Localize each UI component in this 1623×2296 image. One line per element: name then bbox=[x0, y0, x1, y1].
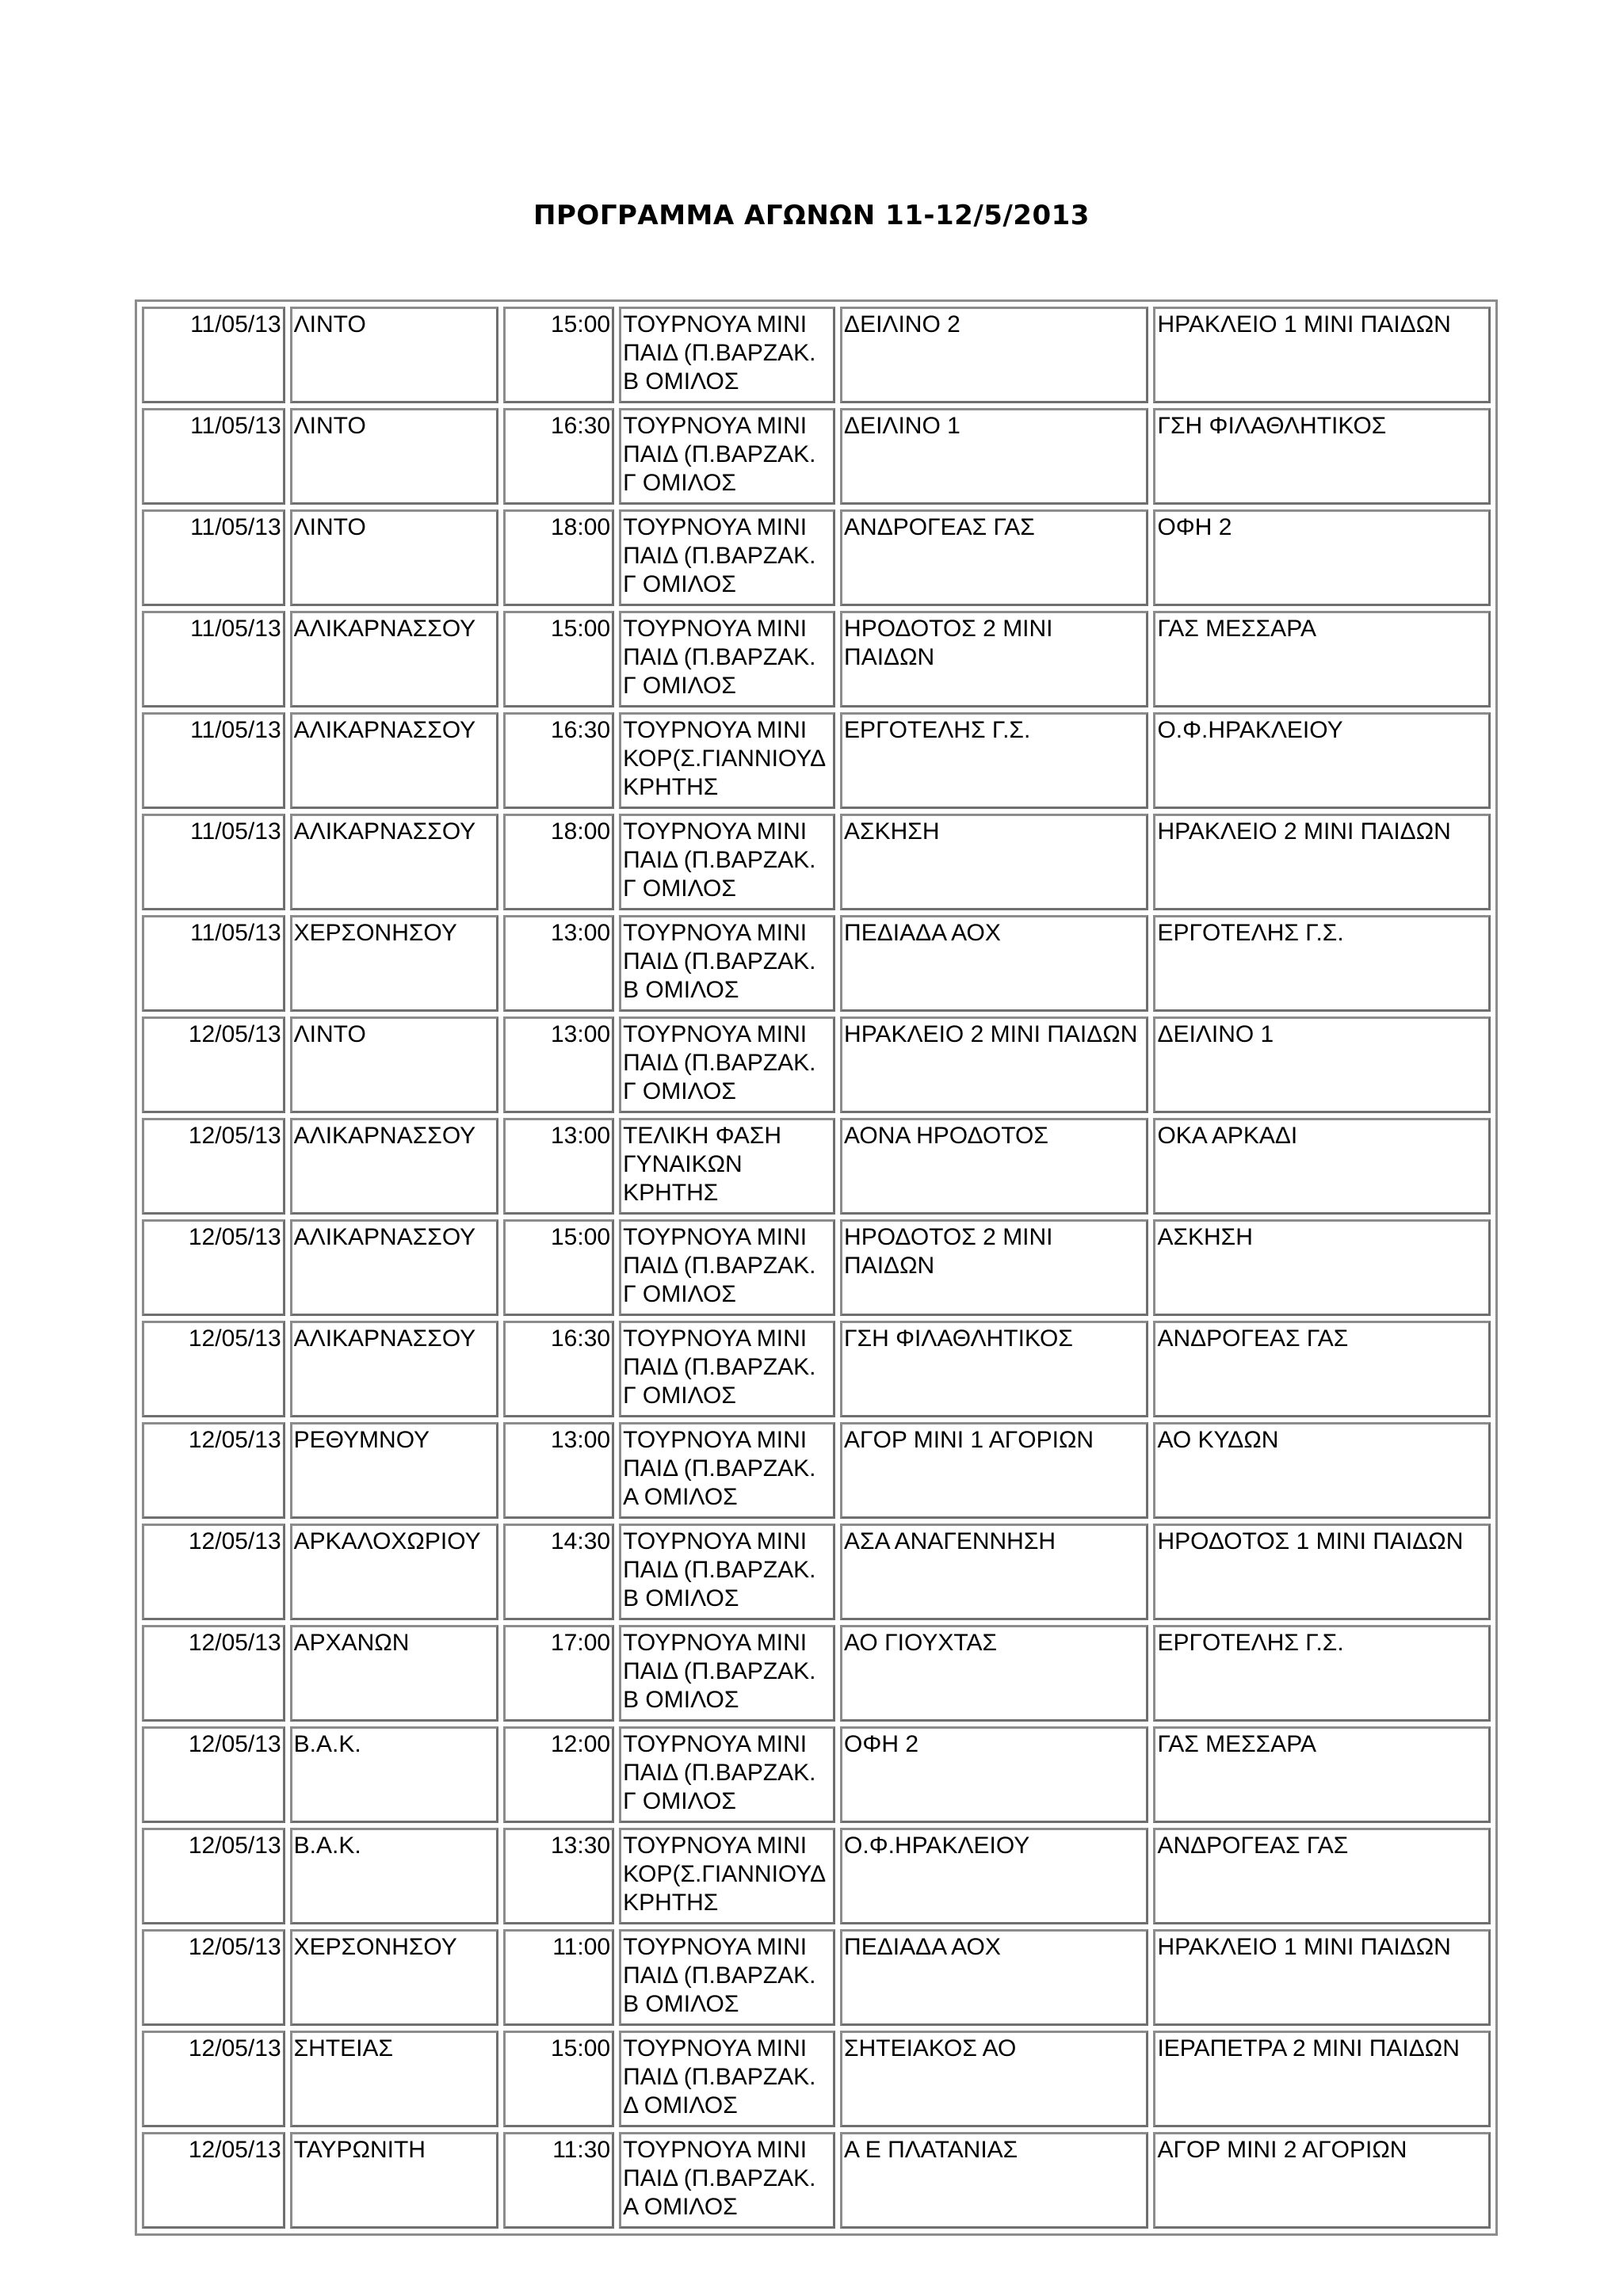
away-team: ΓΣΗ ΦΙΛΑΘΛΗΤΙΚΟΣ bbox=[1153, 408, 1491, 505]
match-date: 11/05/13 bbox=[142, 712, 285, 809]
match-time: 13:00 bbox=[503, 1422, 615, 1519]
match-category: ΤΟΥΡΝΟΥΑ ΜΙΝΙ ΠΑΙΔ (Π.ΒΑΡΖΑΚ. Γ ΟΜΙΛΟΣ bbox=[619, 1726, 835, 1823]
table-row bbox=[142, 1726, 1491, 1823]
match-category: ΤΟΥΡΝΟΥΑ ΜΙΝΙ ΠΑΙΔ (Π.ΒΑΡΖΑΚ. Γ ΟΜΙΛΟΣ bbox=[619, 509, 835, 606]
home-team: ΑΣΑ ΑΝΑΓΕΝΝΗΣΗ bbox=[840, 1524, 1148, 1620]
match-venue: ΧΕΡΣΟΝΗΣΟΥ bbox=[290, 1929, 498, 2026]
home-team: ΠΕΔΙΑΔΑ ΑΟΧ bbox=[840, 1929, 1148, 2026]
match-venue: ΛΙΝΤΟ bbox=[290, 1016, 498, 1113]
match-date: 12/05/13 bbox=[142, 1524, 285, 1620]
match-time: 14:30 bbox=[503, 1524, 615, 1620]
match-category: ΤΟΥΡΝΟΥΑ ΜΙΝΙ ΚΟΡ(Σ.ΓΙΑΝΝΙΟΥΔ ΚΡΗΤΗΣ bbox=[619, 712, 835, 809]
home-team: ΑΣΚΗΣΗ bbox=[840, 814, 1148, 910]
match-venue: ΑΡΚΑΛΟΧΩΡΙΟΥ bbox=[290, 1524, 498, 1620]
match-venue: ΑΛΙΚΑΡΝΑΣΣΟΥ bbox=[290, 1321, 498, 1417]
away-team: ΗΡΑΚΛΕΙΟ 1 ΜΙΝΙ ΠΑΙΔΩΝ bbox=[1153, 1929, 1491, 2026]
table-row bbox=[142, 915, 1491, 1012]
table-row bbox=[142, 1422, 1491, 1519]
table-row bbox=[142, 1118, 1491, 1215]
table-row bbox=[142, 1219, 1491, 1316]
away-team: ΑΝΔΡΟΓΕΑΣ ΓΑΣ bbox=[1153, 1321, 1491, 1417]
match-category: ΤΟΥΡΝΟΥΑ ΜΙΝΙ ΠΑΙΔ (Π.ΒΑΡΖΑΚ. Δ ΟΜΙΛΟΣ bbox=[619, 2031, 835, 2127]
away-team: ΟΚΑ ΑΡΚΑΔΙ bbox=[1153, 1118, 1491, 1215]
match-date: 12/05/13 bbox=[142, 1828, 285, 1924]
match-date: 12/05/13 bbox=[142, 1118, 285, 1215]
match-category: ΤΕΛΙΚΗ ΦΑΣΗ ΓΥΝΑΙΚΩΝ ΚΡΗΤΗΣ bbox=[619, 1118, 835, 1215]
match-time: 15:00 bbox=[503, 611, 615, 707]
home-team: ΠΕΔΙΑΔΑ ΑΟΧ bbox=[840, 915, 1148, 1012]
match-date: 12/05/13 bbox=[142, 1016, 285, 1113]
match-venue: ΑΛΙΚΑΡΝΑΣΣΟΥ bbox=[290, 611, 498, 707]
home-team: ΟΦΗ 2 bbox=[840, 1726, 1148, 1823]
match-category: ΤΟΥΡΝΟΥΑ ΜΙΝΙ ΠΑΙΔ (Π.ΒΑΡΖΑΚ. Γ ΟΜΙΛΟΣ bbox=[619, 611, 835, 707]
match-category: ΤΟΥΡΝΟΥΑ ΜΙΝΙ ΠΑΙΔ (Π.ΒΑΡΖΑΚ. Α ΟΜΙΛΟΣ bbox=[619, 2132, 835, 2229]
match-category: ΤΟΥΡΝΟΥΑ ΜΙΝΙ ΠΑΙΔ (Π.ΒΑΡΖΑΚ. Α ΟΜΙΛΟΣ bbox=[619, 1422, 835, 1519]
table-row bbox=[142, 2031, 1491, 2127]
match-venue: ΑΛΙΚΑΡΝΑΣΣΟΥ bbox=[290, 1118, 498, 1215]
match-time: 13:00 bbox=[503, 1118, 615, 1215]
match-category: ΤΟΥΡΝΟΥΑ ΜΙΝΙ ΠΑΙΔ (Π.ΒΑΡΖΑΚ. Γ ΟΜΙΛΟΣ bbox=[619, 1219, 835, 1316]
home-team: ΗΡΟΔΟΤΟΣ 2 ΜΙΝΙ ΠΑΙΔΩΝ bbox=[840, 611, 1148, 707]
match-date: 12/05/13 bbox=[142, 1422, 285, 1519]
match-date: 11/05/13 bbox=[142, 814, 285, 910]
away-team: ΗΡΟΔΟΤΟΣ 1 ΜΙΝΙ ΠΑΙΔΩΝ bbox=[1153, 1524, 1491, 1620]
table-row bbox=[142, 1929, 1491, 2026]
match-date: 12/05/13 bbox=[142, 1321, 285, 1417]
match-time: 15:00 bbox=[503, 307, 615, 403]
match-time: 12:00 bbox=[503, 1726, 615, 1823]
match-time: 13:00 bbox=[503, 915, 615, 1012]
match-category: ΤΟΥΡΝΟΥΑ ΜΙΝΙ ΠΑΙΔ (Π.ΒΑΡΖΑΚ. Β ΟΜΙΛΟΣ bbox=[619, 307, 835, 403]
away-team: ΗΡΑΚΛΕΙΟ 1 ΜΙΝΙ ΠΑΙΔΩΝ bbox=[1153, 307, 1491, 403]
match-date: 11/05/13 bbox=[142, 307, 285, 403]
table-row bbox=[142, 1524, 1491, 1620]
match-time: 16:30 bbox=[503, 712, 615, 809]
home-team: ΓΣΗ ΦΙΛΑΘΛΗΤΙΚΟΣ bbox=[840, 1321, 1148, 1417]
match-venue: ΧΕΡΣΟΝΗΣΟΥ bbox=[290, 915, 498, 1012]
match-venue: ΑΛΙΚΑΡΝΑΣΣΟΥ bbox=[290, 814, 498, 910]
match-time: 15:00 bbox=[503, 2031, 615, 2127]
home-team: ΗΡΑΚΛΕΙΟ 2 ΜΙΝΙ ΠΑΙΔΩΝ bbox=[840, 1016, 1148, 1113]
away-team: ΟΦΗ 2 bbox=[1153, 509, 1491, 606]
home-team: ΑΟ ΓΙΟΥΧΤΑΣ bbox=[840, 1625, 1148, 1722]
match-time: 13:00 bbox=[503, 1016, 615, 1113]
home-team: ΔΕΙΛΙΝΟ 1 bbox=[840, 408, 1148, 505]
away-team: ΑΣΚΗΣΗ bbox=[1153, 1219, 1491, 1316]
home-team: ΑΟΝΑ ΗΡΟΔΟΤΟΣ bbox=[840, 1118, 1148, 1215]
match-date: 11/05/13 bbox=[142, 915, 285, 1012]
match-venue: ΑΛΙΚΑΡΝΑΣΣΟΥ bbox=[290, 1219, 498, 1316]
match-category: ΤΟΥΡΝΟΥΑ ΜΙΝΙ ΠΑΙΔ (Π.ΒΑΡΖΑΚ. Γ ΟΜΙΛΟΣ bbox=[619, 408, 835, 505]
match-time: 18:00 bbox=[503, 814, 615, 910]
match-time: 13:30 bbox=[503, 1828, 615, 1924]
table-row bbox=[142, 611, 1491, 707]
home-team: ΑΓΟΡ ΜΙΝΙ 1 ΑΓΟΡΙΩΝ bbox=[840, 1422, 1148, 1519]
match-date: 12/05/13 bbox=[142, 1929, 285, 2026]
home-team: ΕΡΓΟΤΕΛΗΣ Γ.Σ. bbox=[840, 712, 1148, 809]
table-row bbox=[142, 2132, 1491, 2229]
match-venue: ΛΙΝΤΟ bbox=[290, 307, 498, 403]
schedule-table bbox=[135, 299, 1498, 2236]
match-date: 11/05/13 bbox=[142, 611, 285, 707]
match-category: ΤΟΥΡΝΟΥΑ ΜΙΝΙ ΠΑΙΔ (Π.ΒΑΡΖΑΚ. Γ ΟΜΙΛΟΣ bbox=[619, 1321, 835, 1417]
away-team: ΓΑΣ ΜΕΣΣΑΡΑ bbox=[1153, 1726, 1491, 1823]
match-venue: Β.Α.Κ. bbox=[290, 1828, 498, 1924]
match-date: 12/05/13 bbox=[142, 1219, 285, 1316]
home-team: Α Ε ΠΛΑΤΑΝΙΑΣ bbox=[840, 2132, 1148, 2229]
match-venue: Β.Α.Κ. bbox=[290, 1726, 498, 1823]
match-venue: ΛΙΝΤΟ bbox=[290, 408, 498, 505]
table-row bbox=[142, 712, 1491, 809]
table-row bbox=[142, 1828, 1491, 1924]
match-venue: ΛΙΝΤΟ bbox=[290, 509, 498, 606]
match-category: ΤΟΥΡΝΟΥΑ ΜΙΝΙ ΠΑΙΔ (Π.ΒΑΡΖΑΚ. Β ΟΜΙΛΟΣ bbox=[619, 1625, 835, 1722]
schedule-body bbox=[142, 307, 1491, 2229]
home-team: ΗΡΟΔΟΤΟΣ 2 ΜΙΝΙ ΠΑΙΔΩΝ bbox=[840, 1219, 1148, 1316]
match-time: 18:00 bbox=[503, 509, 615, 606]
match-venue: ΣΗΤΕΙΑΣ bbox=[290, 2031, 498, 2127]
match-category: ΤΟΥΡΝΟΥΑ ΜΙΝΙ ΠΑΙΔ (Π.ΒΑΡΖΑΚ. Γ ΟΜΙΛΟΣ bbox=[619, 814, 835, 910]
match-venue: ΑΡΧΑΝΩΝ bbox=[290, 1625, 498, 1722]
away-team: ΕΡΓΟΤΕΛΗΣ Γ.Σ. bbox=[1153, 915, 1491, 1012]
away-team: ΑΓΟΡ ΜΙΝΙ 2 ΑΓΟΡΙΩΝ bbox=[1153, 2132, 1491, 2229]
match-time: 17:00 bbox=[503, 1625, 615, 1722]
match-category: ΤΟΥΡΝΟΥΑ ΜΙΝΙ ΠΑΙΔ (Π.ΒΑΡΖΑΚ. Γ ΟΜΙΛΟΣ bbox=[619, 1016, 835, 1113]
match-category: ΤΟΥΡΝΟΥΑ ΜΙΝΙ ΠΑΙΔ (Π.ΒΑΡΖΑΚ. Β ΟΜΙΛΟΣ bbox=[619, 1524, 835, 1620]
match-time: 15:00 bbox=[503, 1219, 615, 1316]
match-time: 11:30 bbox=[503, 2132, 615, 2229]
match-category: ΤΟΥΡΝΟΥΑ ΜΙΝΙ ΠΑΙΔ (Π.ΒΑΡΖΑΚ. Β ΟΜΙΛΟΣ bbox=[619, 915, 835, 1012]
home-team: ΣΗΤΕΙΑΚΟΣ ΑΟ bbox=[840, 2031, 1148, 2127]
match-date: 12/05/13 bbox=[142, 2132, 285, 2229]
match-date: 11/05/13 bbox=[142, 408, 285, 505]
match-category: ΤΟΥΡΝΟΥΑ ΜΙΝΙ ΚΟΡ(Σ.ΓΙΑΝΝΙΟΥΔ ΚΡΗΤΗΣ bbox=[619, 1828, 835, 1924]
away-team: Ο.Φ.ΗΡΑΚΛΕΙΟΥ bbox=[1153, 712, 1491, 809]
away-team: ΗΡΑΚΛΕΙΟ 2 ΜΙΝΙ ΠΑΙΔΩΝ bbox=[1153, 814, 1491, 910]
away-team: ΔΕΙΛΙΝΟ 1 bbox=[1153, 1016, 1491, 1113]
match-venue: ΤΑΥΡΩΝΙΤΗ bbox=[290, 2132, 498, 2229]
match-date: 12/05/13 bbox=[142, 1625, 285, 1722]
match-time: 11:00 bbox=[503, 1929, 615, 2026]
table-row bbox=[142, 307, 1491, 403]
table-row bbox=[142, 814, 1491, 910]
away-team: ΙΕΡΑΠΕΤΡΑ 2 ΜΙΝΙ ΠΑΙΔΩΝ bbox=[1153, 2031, 1491, 2127]
away-team: ΓΑΣ ΜΕΣΣΑΡΑ bbox=[1153, 611, 1491, 707]
match-date: 12/05/13 bbox=[142, 1726, 285, 1823]
table-row bbox=[142, 1321, 1491, 1417]
match-time: 16:30 bbox=[503, 1321, 615, 1417]
match-venue: ΑΛΙΚΑΡΝΑΣΣΟΥ bbox=[290, 712, 498, 809]
page-title: ΠΡΟΓΡΑΜΜΑ ΑΓΩΝΩΝ 11-12/5/2013 bbox=[533, 200, 1090, 231]
away-team: ΕΡΓΟΤΕΛΗΣ Γ.Σ. bbox=[1153, 1625, 1491, 1722]
table-row bbox=[142, 1016, 1491, 1113]
away-team: ΑΝΔΡΟΓΕΑΣ ΓΑΣ bbox=[1153, 1828, 1491, 1924]
home-team: ΔΕΙΛΙΝΟ 2 bbox=[840, 307, 1148, 403]
home-team: Ο.Φ.ΗΡΑΚΛΕΙΟΥ bbox=[840, 1828, 1148, 1924]
home-team: ΑΝΔΡΟΓΕΑΣ ΓΑΣ bbox=[840, 509, 1148, 606]
match-category: ΤΟΥΡΝΟΥΑ ΜΙΝΙ ΠΑΙΔ (Π.ΒΑΡΖΑΚ. Β ΟΜΙΛΟΣ bbox=[619, 1929, 835, 2026]
table-row bbox=[142, 509, 1491, 606]
table-row bbox=[142, 1625, 1491, 1722]
match-date: 11/05/13 bbox=[142, 509, 285, 606]
away-team: ΑΟ ΚΥΔΩΝ bbox=[1153, 1422, 1491, 1519]
match-date: 12/05/13 bbox=[142, 2031, 285, 2127]
match-time: 16:30 bbox=[503, 408, 615, 505]
table-row bbox=[142, 408, 1491, 505]
match-venue: ΡΕΘΥΜΝΟΥ bbox=[290, 1422, 498, 1519]
